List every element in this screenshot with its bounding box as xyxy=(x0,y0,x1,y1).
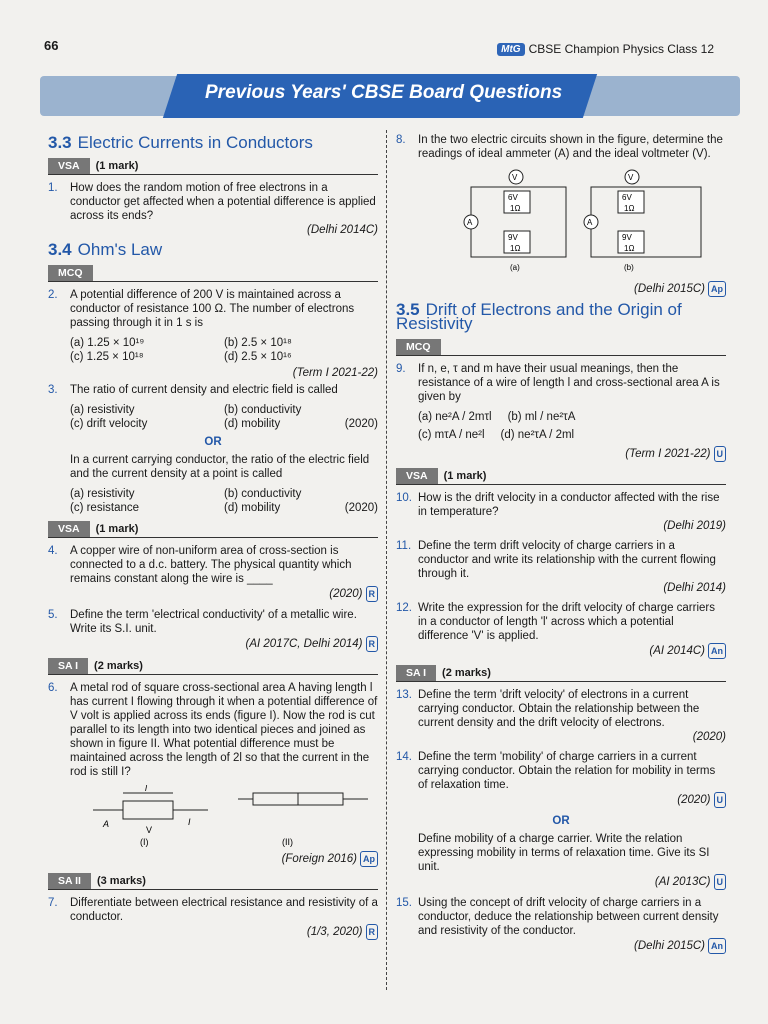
left-column xyxy=(48,130,378,946)
question-14-alt: Define mobility of a charge carrier. Write the relation expressing mobility in terms of relaxation time. Give its SI unit. (AI 2013C) U xyxy=(396,832,726,890)
svg-text:9V: 9V xyxy=(508,233,518,242)
question-13: 13. Define the term 'drift velocity' of electrons in a current carrying conductor. Obtain the relationship between the current density and the drift velocity of electrons. (2020) xyxy=(396,689,726,743)
section-heading-3-4: 3.4 Ohm's Law xyxy=(48,240,163,259)
section-heading-3-3: 3.3 Electric Currents in Conductors xyxy=(48,133,313,152)
figure-1-caption: (I) xyxy=(140,837,149,847)
level-badge: An xyxy=(708,643,726,659)
area-label: A xyxy=(103,819,110,829)
question-6: 6. A metal rod of square cross-sectional area A having length l has current I flowing through it when a potential difference of V volt is applied across its ends (figure I). Now the rod is cut parallel to its length into two identical pieces and joined as shown in figure II. What potential difference must be maintained across the length of 2l so that the current in the rod is still I? xyxy=(48,682,378,778)
question-9: 9. If n, e, τ and m have their usual meanings, then the resistance of a wire of length l and cross-sectional area A is given by xyxy=(396,363,720,403)
tag-mcq-2: MCQ xyxy=(396,339,726,356)
question-1: 1. How does the random motion of free electrons in a conductor get affected when a potential difference is applied across its ends? (Delhi 2014C) xyxy=(48,182,378,236)
page-number: 66 xyxy=(44,38,59,53)
question-3-alt: In a current carrying conductor, the ratio of the electric field and the current density at a point is called xyxy=(70,454,370,480)
tag-vsa-2: VSA (1 mark) xyxy=(48,521,378,538)
figure-1 xyxy=(93,785,208,847)
question-9-options-2: (c) mτA / ne²l (d) ne²τA / 2ml xyxy=(418,429,575,441)
circuit-a xyxy=(464,170,566,272)
svg-text:1Ω: 1Ω xyxy=(510,204,521,213)
question-14: 14. Define the term 'mobility' of charge carriers in a current carrying conductor. Obtain the relation for mobility in terms of relaxation time. (2020) U xyxy=(396,750,726,808)
level-badge: R xyxy=(366,924,379,940)
length-label: l xyxy=(145,785,147,793)
svg-text:6V: 6V xyxy=(622,193,632,202)
running-head-text: CBSE Champion Physics Class 12 xyxy=(528,42,714,56)
circuit-b-caption: (b) xyxy=(624,263,634,272)
question-5: 5. Define the term 'electrical conductivity' of a metallic wire. Write its S.I. unit. (AI 2017C, Delhi 2014) R xyxy=(48,608,378,652)
or-separator: OR xyxy=(204,436,222,448)
voltage-label: V xyxy=(146,825,153,835)
tag-vsa-3: VSA (1 mark) xyxy=(396,468,726,485)
question-6-source: (Foreign 2016) Ap xyxy=(48,851,378,867)
svg-text:A: A xyxy=(587,218,593,227)
question-4: 4. A copper wire of non-uniform area of cross-section is connected to a d.c. battery. The physical quantity which remains constant along the wire is ____ (2020) R xyxy=(48,544,378,602)
current-label: I xyxy=(188,817,191,827)
right-column xyxy=(396,130,726,960)
question-3: 3. The ratio of current density and electric field is called xyxy=(48,384,338,396)
question-10: 10. How is the drift velocity in a conductor affected with the rise in temperature? (Delhi 2019) xyxy=(396,492,726,532)
level-badge: Ap xyxy=(708,281,726,297)
svg-text:1Ω: 1Ω xyxy=(624,244,635,253)
question-12: 12. Write the expression for the drift velocity of charge carriers in a conductor of length 'l' across which a potential difference 'V' is applied. (AI 2014C) An xyxy=(396,601,726,659)
figure-2 xyxy=(238,793,368,847)
question-2: 2. A potential difference of 200 V is maintained across a conductor of resistance 100 Ω. The number of electrons passing through it in 1 s is xyxy=(48,289,355,329)
svg-text:9V: 9V xyxy=(622,233,632,242)
column-divider xyxy=(386,130,387,990)
circuit-a-caption: (a) xyxy=(510,263,520,272)
running-head xyxy=(497,42,714,56)
ammeter-label: A xyxy=(467,218,473,227)
level-badge: Ap xyxy=(360,851,378,867)
level-badge: U xyxy=(714,792,727,808)
question-15: 15. Using the concept of drift velocity of charge carriers in a conductor, deduce the relationship between current density and resistivity of the conductor. (Delhi 2015C) An xyxy=(396,896,726,954)
tag-vsa: VSA (1 mark) xyxy=(48,158,378,175)
question-9-options: (a) ne²A / 2mτl (b) ml / ne²τA xyxy=(418,411,576,423)
level-badge: R xyxy=(366,636,379,652)
question-7: 7. Differentiate between electrical resistance and resistivity of a conductor. (1/3, 2020) R xyxy=(48,897,378,938)
tag-sa2: SA II (3 marks) xyxy=(48,873,378,890)
question-8: 8. In the two electric circuits shown in the figure, determine the readings of ideal ammeter (A) and the ideal voltmeter (V). xyxy=(396,134,723,160)
question-11: 11. Define the term drift velocity of charge carriers in a conductor and write its relationship with the current flowing through it. (Delhi 2014) xyxy=(396,540,726,594)
question-3-options: (a) resistivity (b) conductivity (c) drift velocity (d) mobility (2020) xyxy=(70,404,378,430)
level-badge: R xyxy=(366,586,379,602)
tag-sa1-2: SA I (2 marks) xyxy=(396,665,726,682)
question-9-source: (Term I 2021-22) U xyxy=(396,446,726,462)
svg-text:1Ω: 1Ω xyxy=(624,204,635,213)
or-separator-2: OR xyxy=(552,815,570,827)
question-2-source: (Term I 2021-22) xyxy=(292,367,378,379)
publisher-logo: MtG xyxy=(497,43,524,56)
voltmeter-label: V xyxy=(512,173,518,182)
level-badge: An xyxy=(708,938,726,954)
tag-mcq: MCQ xyxy=(48,265,378,282)
level-badge: U xyxy=(714,446,727,462)
circuit-b xyxy=(584,170,701,272)
rod-figures xyxy=(48,785,378,847)
question-8-source: (Delhi 2015C) Ap xyxy=(396,281,726,297)
tag-sa1: SA I (2 marks) xyxy=(48,658,378,675)
circuit-figures xyxy=(396,167,726,277)
question-2-options: (a) 1.25 × 10¹⁹ (b) 2.5 × 10¹⁸ (c) 1.25 × 10¹⁸ (d) 2.5 × 10¹⁶ xyxy=(70,337,292,363)
level-badge: U xyxy=(714,874,727,890)
svg-text:V: V xyxy=(628,173,634,182)
figure-2-caption: (II) xyxy=(282,837,293,847)
banner-title: Previous Years' CBSE Board Questions xyxy=(205,82,563,103)
svg-text:1Ω: 1Ω xyxy=(510,244,521,253)
section-heading-3-5: 3.5 Drift of Electrons and the Origin of Resistivity xyxy=(396,300,682,333)
question-3-alt-options: (a) resistivity (b) conductivity (c) resistance (d) mobility (2020) xyxy=(70,488,378,514)
svg-text:6V: 6V xyxy=(508,193,518,202)
